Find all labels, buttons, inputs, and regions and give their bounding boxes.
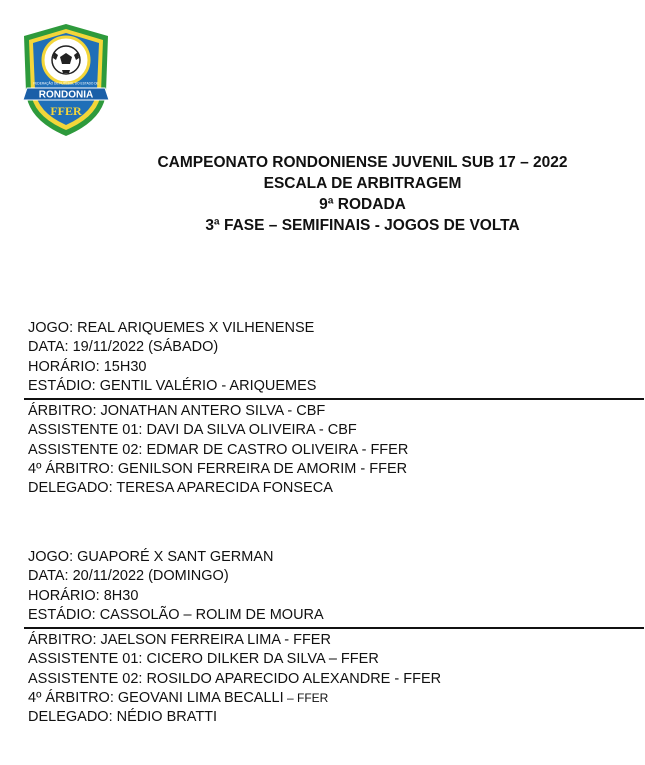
referee: ÁRBITRO: JONATHAN ANTERO SILVA - CBF [28, 403, 326, 420]
game-time: HORÁRIO: 15H30 [28, 358, 147, 375]
logo-acronym: FFER [50, 104, 82, 118]
header-championship: CAMPEONATO RONDONIENSE JUVENIL SUB 17 – 2022 [157, 154, 568, 171]
logo-ribbon-text: RONDONIA [38, 89, 94, 101]
svg-text:FEDERAÇÃO DE FUTEBOL DO ESTADO: FEDERAÇÃO DE FUTEBOL DO ESTADO DE [33, 81, 99, 86]
assistant-1: ASSISTENTE 01: CICERO DILKER DA SILVA – FFER [28, 651, 379, 668]
game-block-2 [28, 548, 628, 728]
game-block-1 [28, 319, 628, 499]
header-schedule: ESCALA DE ARBITRAGEM [263, 175, 462, 192]
game-match: JOGO: REAL ARIQUEMES X VILHENENSE [28, 320, 315, 336]
delegate: DELEGADO: TERESA APARECIDA FONSECA [28, 480, 333, 497]
assistant-2: ASSISTENTE 02: EDMAR DE CASTRO OLIVEIRA - FFER [28, 441, 409, 458]
header-phase: 3ª FASE – SEMIFINAIS - JOGOS DE VOLTA [205, 217, 520, 234]
document-header [0, 152, 645, 236]
assistant-2: ASSISTENTE 02: ROSILDO APARECIDO ALEXANDRE - FFER [28, 670, 442, 687]
game-stadium: ESTÁDIO: GENTIL VALÉRIO - ARIQUEMES [28, 377, 317, 394]
game-date: DATA: 19/11/2022 (SÁBADO) [28, 339, 219, 356]
referee: ÁRBITRO: JAELSON FERREIRA LIMA - FFER [28, 632, 331, 649]
fourth-referee [28, 689, 628, 708]
game-match: JOGO: GUAPORÉ X SANT GERMAN [28, 549, 274, 565]
assistant-1: ASSISTENTE 01: DAVI DA SILVA OLIVEIRA - CBF [28, 422, 357, 439]
divider [24, 398, 644, 400]
header-round: 9ª RODADA [319, 196, 406, 213]
game-date: DATA: 20/11/2022 (DOMINGO) [28, 568, 229, 585]
fourth-referee: 4º ÁRBITRO: GENILSON FERREIRA DE AMORIM - FFER [28, 461, 408, 478]
game-time: HORÁRIO: 8H30 [28, 587, 139, 604]
soccer-ball-icon [52, 46, 80, 74]
delegate: DELEGADO: NÉDIO BRATTI [28, 709, 218, 726]
fourth-referee-name: 4º ÁRBITRO: GEOVANI LIMA BECALLI [28, 690, 284, 707]
fourth-referee-federation: – FFER [283, 691, 329, 706]
divider [24, 627, 644, 629]
game-stadium: ESTÁDIO: CASSOLÃO – ROLIM DE MOURA [28, 606, 324, 623]
ffer-logo [20, 22, 112, 138]
